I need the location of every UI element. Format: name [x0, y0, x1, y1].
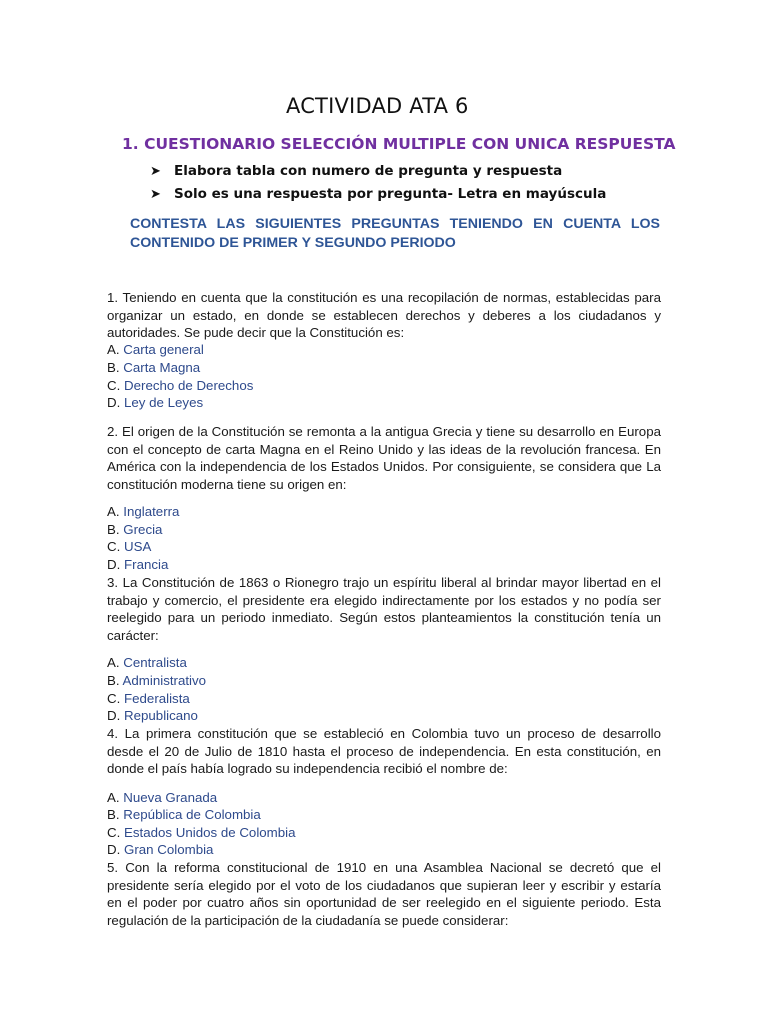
option-letter: C.: [107, 825, 121, 840]
option-text: USA: [124, 539, 152, 554]
question-5-text: 5. Con la reforma constitucional de 1910 en una Asamblea Nacional se decretó que el presidente sería elegido por el voto de los ciudadanos que supieran leer y escribir y estaría en el poder por cuatro años sin oportunidad de ser reelegido en el siguiente periodo. Esta regulación de la participación de la ciudadanía se puede considerar:: [107, 860, 661, 928]
option-text: Ley de Leyes: [124, 395, 204, 410]
option-letter: D.: [107, 842, 121, 857]
option-letter: C.: [107, 539, 121, 554]
option-text: Francia: [124, 557, 169, 572]
option-letter: B.: [107, 807, 120, 822]
option-text: Inglaterra: [123, 504, 180, 519]
bullet-text: Solo es una respuesta por pregunta- Letra en mayúscula: [174, 186, 607, 202]
option-text: Administrativo: [122, 673, 207, 688]
question-1-option-b: [107, 359, 200, 377]
option-text: Federalista: [124, 691, 190, 706]
option-text: Centralista: [123, 655, 187, 670]
option-text: República de Colombia: [123, 807, 261, 822]
arrow-bullet-icon: ➤: [150, 164, 161, 179]
option-letter: A.: [107, 655, 120, 670]
question-2-option-b: [107, 521, 162, 539]
option-letter: A.: [107, 342, 120, 357]
question-1-option-d: [107, 394, 203, 412]
section-heading: 1. CUESTIONARIO SELECCIÓN MULTIPLE CON UNICA RESPUESTA: [122, 135, 676, 153]
instruction-heading: CONTESTA LAS SIGUIENTES PREGUNTAS TENIENDO EN CUENTA LOS CONTENIDO DE PRIMER Y SEGUNDO PERIODO: [130, 216, 660, 251]
question-3-text: 3. La Constitución de 1863 o Rionegro trajo un espíritu liberal al brindar mayor libertad en el trabajo y comercio, el presidente era elegido indirectamente por los estados y no podía ser reelegido para un periodo inmediato. Según estos planteamientos la constitución tenía un carácter:: [107, 575, 661, 643]
question-2-option-a: [107, 503, 179, 521]
option-letter: D.: [107, 395, 121, 410]
option-text: Carta general: [123, 342, 204, 357]
option-text: Grecia: [123, 522, 163, 537]
option-text: Nueva Granada: [123, 790, 218, 805]
option-text: Derecho de Derechos: [124, 378, 254, 393]
page-title: ACTIVIDAD ATA 6: [286, 94, 469, 118]
question-4-option-c: [107, 824, 296, 842]
question-2-option-c: [107, 538, 151, 556]
option-text: Gran Colombia: [124, 842, 214, 857]
option-letter: B.: [107, 673, 120, 688]
question-1-option-c: [107, 377, 253, 395]
option-text: Carta Magna: [123, 360, 201, 375]
question-2-option-d: [107, 556, 168, 574]
question-4-text: 4. La primera constitución que se estableció en Colombia tuvo un proceso de desarrollo desde el 20 de Julio de 1810 hasta el proceso de independencia. En esta constitución, en donde el país había logrado su independencia recibió el nombre de:: [107, 726, 661, 777]
option-text: Republicano: [124, 708, 198, 723]
question-3-option-c: [107, 690, 190, 708]
option-text: Estados Unidos de Colombia: [124, 825, 296, 840]
question-3-option-a: [107, 654, 187, 672]
question-3-option-b: [107, 672, 206, 690]
option-letter: A.: [107, 504, 120, 519]
option-letter: C.: [107, 378, 121, 393]
option-letter: C.: [107, 691, 121, 706]
question-3-option-d: [107, 707, 198, 725]
question-4-option-d: [107, 841, 213, 859]
option-letter: D.: [107, 557, 121, 572]
question-2-text: 2. El origen de la Constitución se remonta a la antigua Grecia y tiene su desarrollo en Europa con el concepto de carta Magna en el Reino Unido y las ideas de la revolución francesa. En América con la independencia de los Estados Unidos. Por consiguiente, se considera que La constitución moderna tiene su origen en:: [107, 424, 661, 492]
question-1-option-a: [107, 341, 204, 359]
question-1-text: 1. Teniendo en cuenta que la constitución es una recopilación de normas, establecidas para organizar un estado, en donde se establecen derechos y deberes a los ciudadanos y autoridades. Se pude decir que la Constitución es:: [107, 290, 661, 341]
bullet-item: [150, 160, 606, 183]
arrow-bullet-icon: ➤: [150, 187, 161, 202]
option-letter: B.: [107, 522, 120, 537]
bullet-item: [150, 183, 606, 206]
option-letter: A.: [107, 790, 120, 805]
question-4-option-a: [107, 789, 217, 807]
bullet-text: Elabora tabla con numero de pregunta y respuesta: [174, 163, 563, 179]
question-4-option-b: [107, 806, 261, 824]
instruction-bullets: [150, 160, 606, 206]
option-letter: B.: [107, 360, 120, 375]
option-letter: D.: [107, 708, 121, 723]
